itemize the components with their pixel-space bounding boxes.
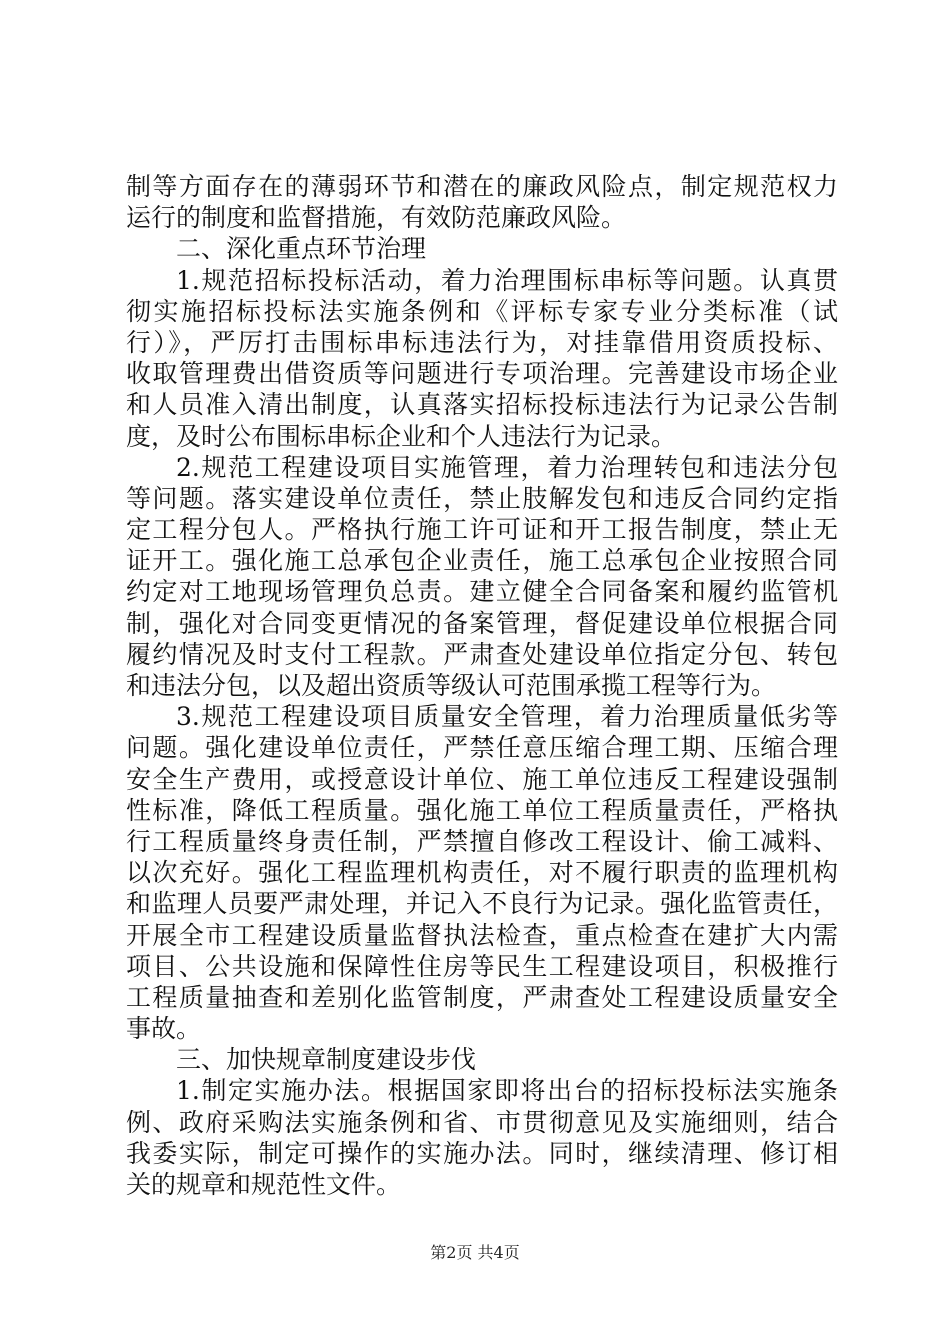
text-line: 项目、公共设施和保障性住房等民生工程建设项目，积极推行 [126,951,838,981]
text-line: 和违法分包，以及超出资质等级认可范围承揽工程等行为。 [126,671,777,700]
text-line: 事故。 [126,1014,202,1044]
text-line: 和监理人员要严肃处理，并记入不良行为记录。强化监管责任， [126,889,838,919]
text-line: 2.规范工程建设项目实施管理，着力治理转包和违法分包 [176,452,838,482]
text-line: 等问题。落实建设单位责任，禁止肢解发包和违反合同约定指 [126,483,838,513]
text-line: 和人员准入清出制度，认真落实招标投标违法行为记录公告制 [126,390,838,420]
text-line: 度，及时公布围标串标企业和个人违法行为记录。 [126,421,677,451]
text-line: 三、加快规章制度建设步伐 [176,1045,477,1075]
text-line: 性标准，降低工程质量。强化施工单位工程质量责任，严格执 [126,795,838,825]
page-footer: 第2页 共4页 [430,1243,520,1262]
text-line: 证开工。强化施工总承包企业责任，施工总承包企业按照合同 [126,546,838,576]
text-line: 开展全市工程建设质量监督执法检查，重点检查在建扩大内需 [126,920,838,950]
text-line: 彻实施招标投标法实施条例和《评标专家专业分类标准（试 [126,296,838,326]
text-line: 例、政府采购法实施条例和省、市贯彻意见及实施细则，结合 [126,1107,838,1137]
text-line: 1.规范招标投标活动，着力治理围标串标等问题。认真贯 [176,265,838,295]
text-line: 工程质量抽查和差别化监管制度，严肃查处工程建设质量安全 [126,982,838,1012]
text-line: 行）》，严厉打击围标串标违法行为，对挂靠借用资质投标、 [126,327,838,357]
text-line: 二、深化重点环节治理 [176,234,427,264]
text-line: 我委实际，制定可操作的实施办法。同时，继续清理、修订相 [126,1138,838,1168]
text-line: 1.制定实施办法。根据国家即将出台的招标投标法实施条 [176,1076,838,1106]
document-body [126,171,838,1200]
text-line: 问题。强化建设单位责任，严禁任意压缩合理工期、压缩合理 [126,733,838,763]
text-line: 定工程分包人。严格执行施工许可证和开工报告制度，禁止无 [126,515,838,545]
text-line: 以次充好。强化工程监理机构责任，对不履行职责的监理机构 [126,858,838,888]
text-line: 约定对工地现场管理负总责。建立健全合同备案和履约监管机 [126,577,838,607]
text-line: 收取管理费出借资质等问题进行专项治理。完善建设市场企业 [126,359,838,389]
text-line: 运行的制度和监督措施，有效防范廉政风险。 [126,203,627,233]
text-line: 制，强化对合同变更情况的备案管理，督促建设单位根据合同 [126,608,838,638]
text-line: 制等方面存在的薄弱环节和潜在的廉政风险点，制定规范权力 [126,172,838,201]
text-line: 3.规范工程建设项目质量安全管理，着力治理质量低劣等 [176,702,838,732]
text-line: 行工程质量终身责任制，严禁擅自修改工程设计、偷工减料、 [126,826,838,856]
text-line: 履约情况及时支付工程款。严肃查处建设单位指定分包、转包 [126,639,838,669]
text-line: 安全生产费用，或授意设计单位、施工单位违反工程建设强制 [126,764,838,794]
text-line: 关的规章和规范性文件。 [126,1170,402,1199]
